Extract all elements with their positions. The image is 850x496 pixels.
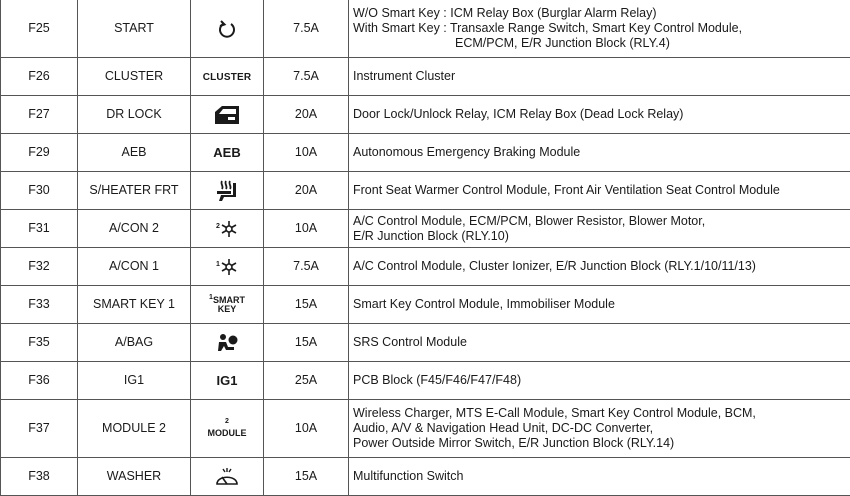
circuit-name: A/CON 1 <box>78 248 191 286</box>
description-line: ECM/PCM, E/R Junction Block (RLY.4) <box>455 36 670 50</box>
circuit-name: CLUSTER <box>78 58 191 96</box>
protected-components <box>349 400 850 458</box>
amperage: 10A <box>264 400 349 458</box>
description-line: Power Outside Mirror Switch, E/R Junction Block (RLY.14) <box>353 436 675 450</box>
amperage: 7.5A <box>264 0 349 58</box>
description-line: Autonomous Emergency Braking Module <box>353 145 581 159</box>
fuse-id: F38 <box>1 458 78 496</box>
table-row <box>1 58 850 96</box>
symbol-number: 1 <box>209 294 213 301</box>
description-line: Smart Key Control Module, Immobiliser Module <box>353 297 615 311</box>
amperage: 7.5A <box>264 248 349 286</box>
description-line: Audio, A/V & Navigation Head Unit, DC-DC Converter, <box>353 421 654 435</box>
ig1-text-icon <box>191 362 264 400</box>
symbol-number: 2 <box>225 418 229 425</box>
protected-components <box>349 324 850 362</box>
fuse-id: F30 <box>1 172 78 210</box>
symbol-line: SMART <box>212 295 245 305</box>
table-row <box>1 0 850 58</box>
amperage: 15A <box>264 286 349 324</box>
symbol-line: MODULE <box>207 428 247 438</box>
symbol-line: KEY <box>217 304 237 314</box>
circuit-name: DR LOCK <box>78 96 191 134</box>
amperage: 15A <box>264 324 349 362</box>
module-text-icon <box>191 400 264 458</box>
description-line: W/O Smart Key : ICM Relay Box (Burglar Alarm Relay) <box>353 6 657 20</box>
table-row <box>1 134 850 172</box>
protected-components <box>349 134 850 172</box>
snowflake-icon <box>191 210 264 248</box>
symbol-number: 2 <box>216 222 220 230</box>
fuse-id: F37 <box>1 400 78 458</box>
table-row <box>1 248 850 286</box>
symbol-label <box>208 417 247 438</box>
circuit-name: MODULE 2 <box>78 400 191 458</box>
description-line: Multifunction Switch <box>353 469 464 483</box>
table-row <box>1 458 850 496</box>
circuit-name: AEB <box>78 134 191 172</box>
protected-components <box>349 210 850 248</box>
amperage: 10A <box>264 134 349 172</box>
protected-components <box>349 362 850 400</box>
circuit-name: START <box>78 0 191 58</box>
protected-components <box>349 58 850 96</box>
table-row <box>1 210 850 248</box>
description-line: E/R Junction Block (RLY.10) <box>353 228 509 243</box>
description-line: A/C Control Module, ECM/PCM, Blower Resistor, Blower Motor, <box>353 213 706 228</box>
washer-icon <box>191 458 264 496</box>
airbag-icon <box>191 324 264 362</box>
fuse-id: F35 <box>1 324 78 362</box>
symbol-label: AEB <box>213 144 241 160</box>
fuse-id: F29 <box>1 134 78 172</box>
circuit-name: IG1 <box>78 362 191 400</box>
symbol-number: 1 <box>216 260 220 268</box>
circuit-name: A/BAG <box>78 324 191 362</box>
description-line: With Smart Key : Transaxle Range Switch, Smart Key Control Module, <box>353 21 743 35</box>
description-line: SRS Control Module <box>353 335 467 349</box>
amperage: 25A <box>264 362 349 400</box>
table-row <box>1 286 850 324</box>
protected-components <box>349 458 850 496</box>
symbol-label <box>209 293 245 314</box>
amperage: 15A <box>264 458 349 496</box>
fuse-id: F27 <box>1 96 78 134</box>
fuse-id: F31 <box>1 210 78 248</box>
seat-heater-icon <box>191 172 264 210</box>
fuse-id: F36 <box>1 362 78 400</box>
smart-key-text-icon <box>191 286 264 324</box>
symbol-label: CLUSTER <box>202 72 252 83</box>
circuit-name: A/CON 2 <box>78 210 191 248</box>
table-row <box>1 362 850 400</box>
amperage: 20A <box>264 172 349 210</box>
circuit-name: WASHER <box>78 458 191 496</box>
amperage: 20A <box>264 96 349 134</box>
fuse-id: F26 <box>1 58 78 96</box>
description-line: A/C Control Module, Cluster Ionizer, E/R Junction Block (RLY.1/10/11/13) <box>353 259 756 273</box>
snowflake-icon <box>191 248 264 286</box>
fuse-id: F25 <box>1 0 78 58</box>
protected-components <box>349 96 850 134</box>
description-line: Door Lock/Unlock Relay, ICM Relay Box (Dead Lock Relay) <box>353 107 684 121</box>
amperage: 7.5A <box>264 58 349 96</box>
protected-components <box>349 172 850 210</box>
fuse-id: F32 <box>1 248 78 286</box>
description-line: PCB Block (F45/F46/F47/F48) <box>353 373 522 387</box>
table-row <box>1 96 850 134</box>
circuit-name: SMART KEY 1 <box>78 286 191 324</box>
start-icon <box>191 0 264 58</box>
amperage: 10A <box>264 210 349 248</box>
table-row <box>1 324 850 362</box>
cluster-text-icon <box>191 58 264 96</box>
door-lock-icon <box>191 96 264 134</box>
aeb-text-icon <box>191 134 264 172</box>
fuse-id: F33 <box>1 286 78 324</box>
protected-components <box>349 286 850 324</box>
protected-components <box>349 0 850 58</box>
symbol-label: IG1 <box>216 372 238 388</box>
circuit-name: S/HEATER FRT <box>78 172 191 210</box>
table-row <box>1 172 850 210</box>
table-row <box>1 400 850 458</box>
description-line: Front Seat Warmer Control Module, Front Air Ventilation Seat Control Module <box>353 183 780 197</box>
description-line: Wireless Charger, MTS E-Call Module, Smart Key Control Module, BCM, <box>353 406 756 420</box>
protected-components <box>349 248 850 286</box>
description-line: Instrument Cluster <box>353 69 456 83</box>
